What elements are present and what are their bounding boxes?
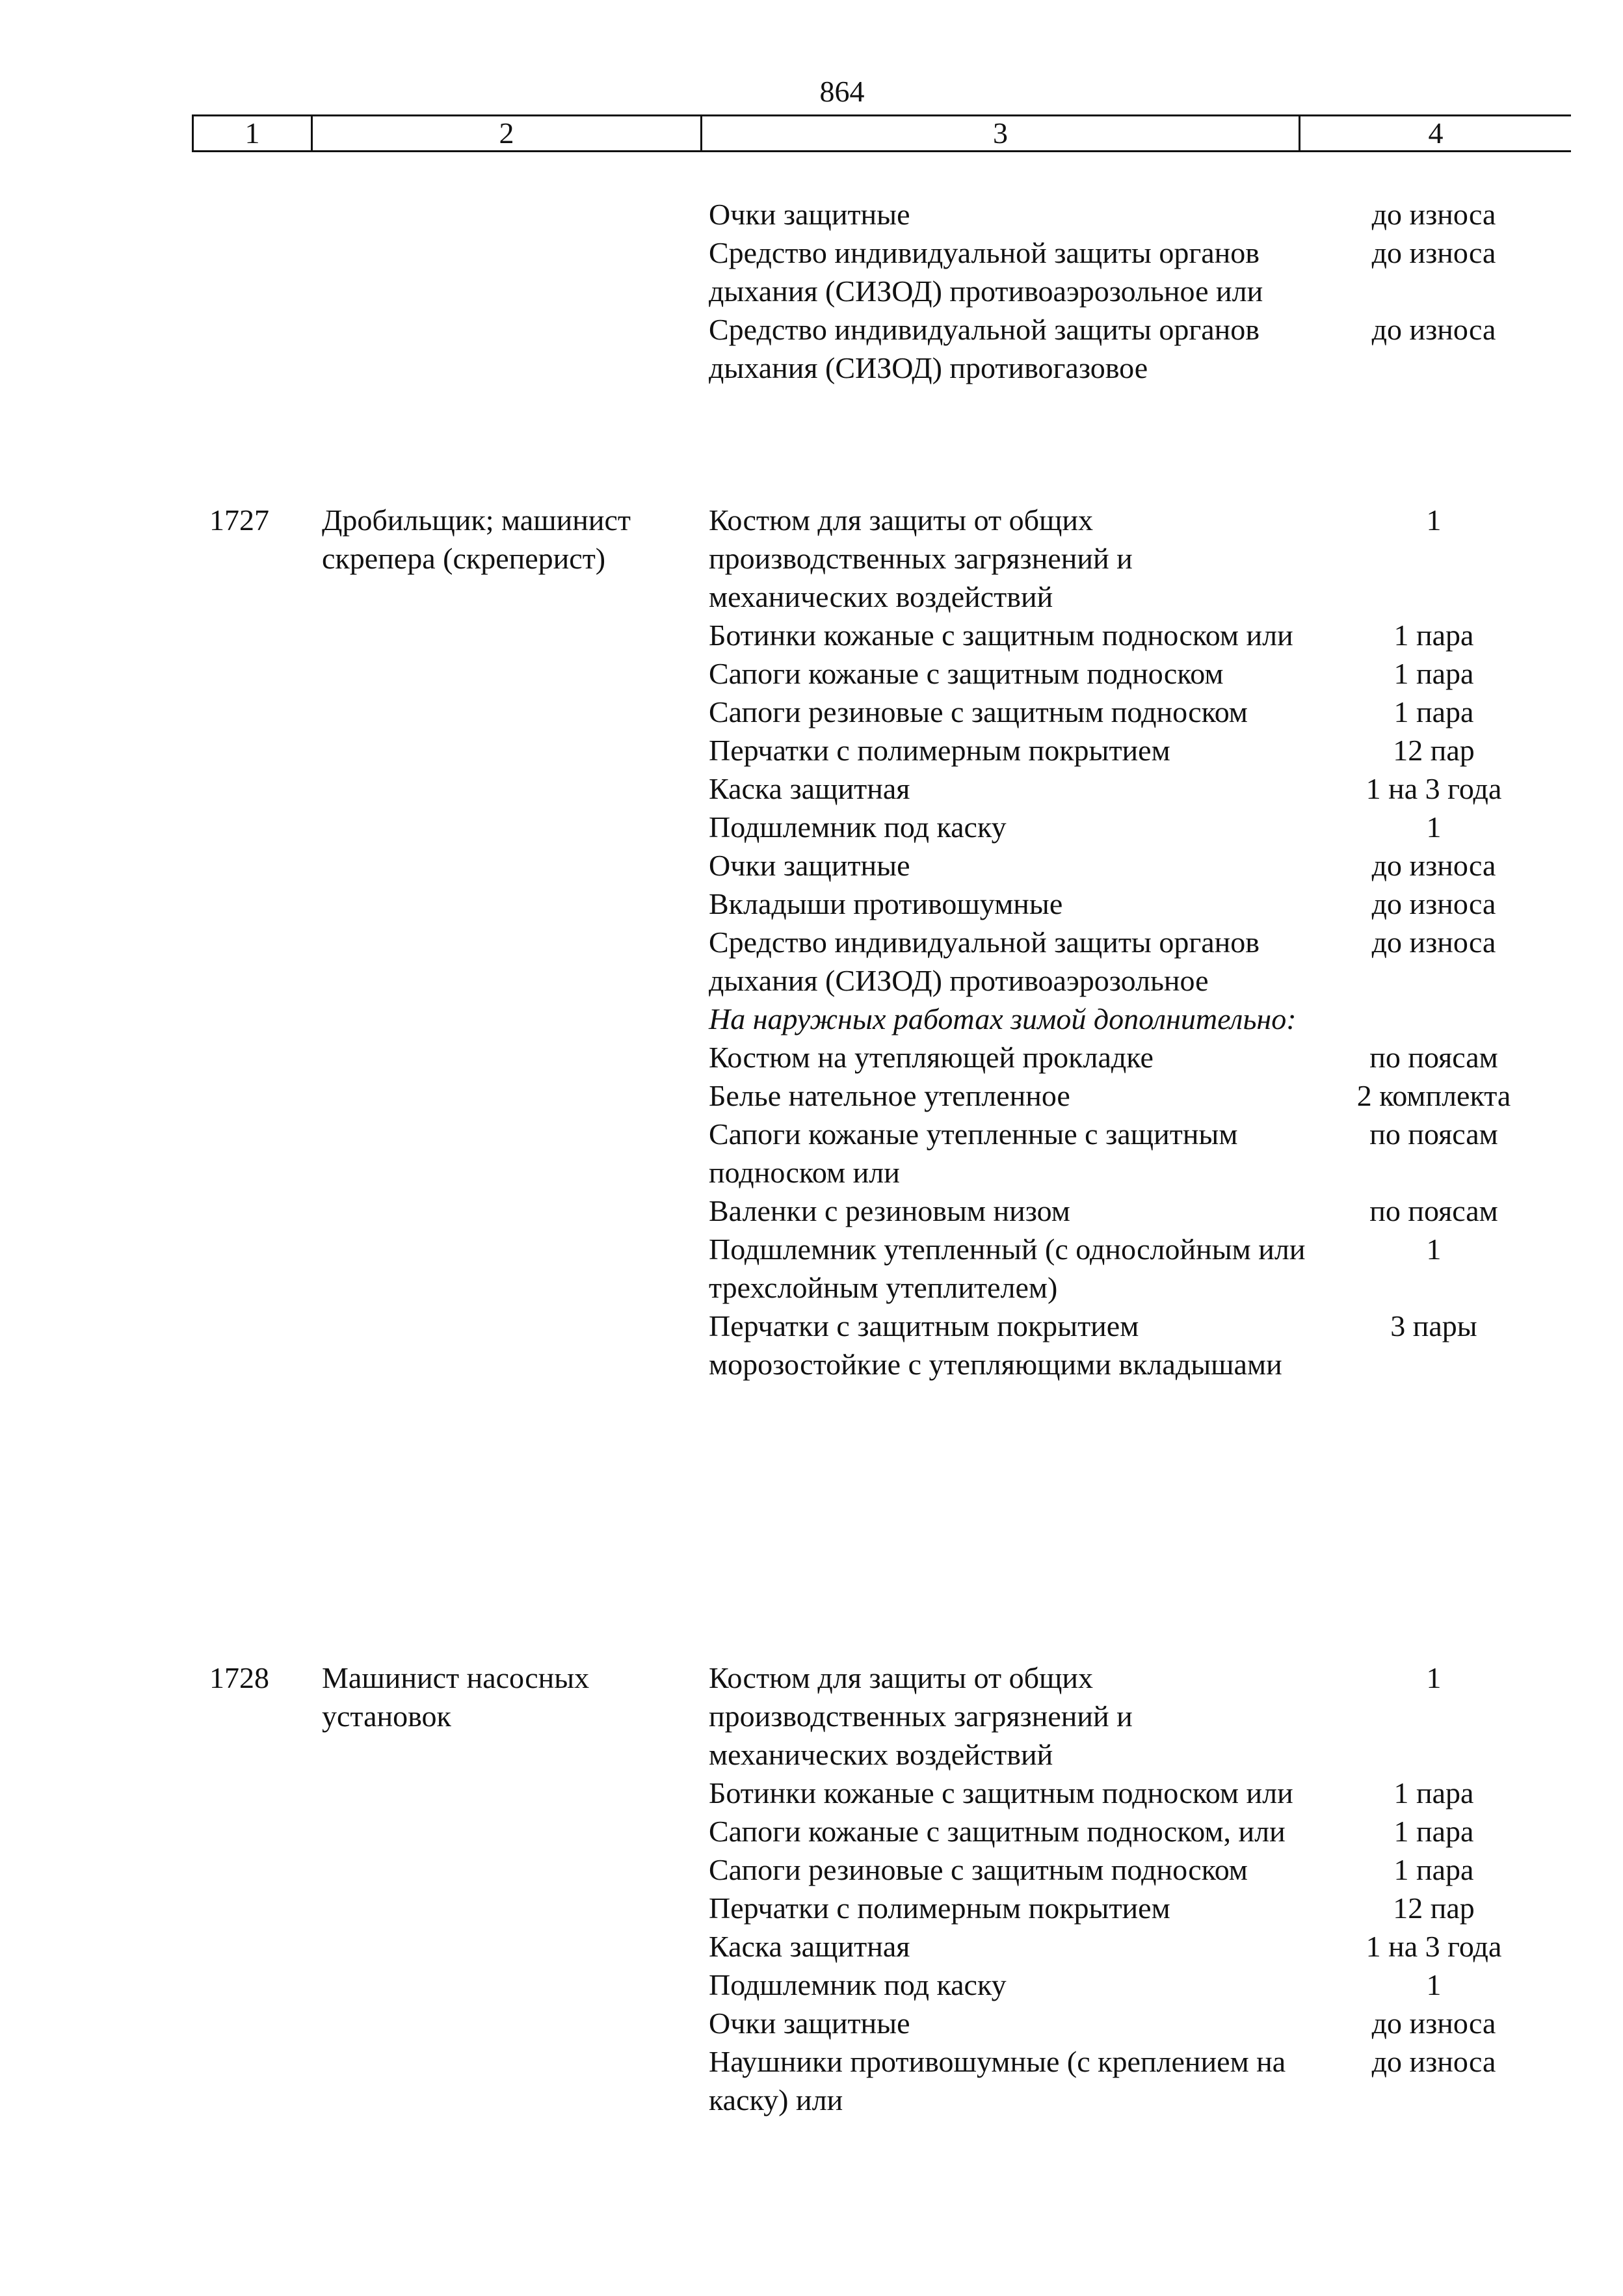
item-name: Подшлемник под каску <box>709 1968 1007 2001</box>
list-item <box>709 1307 1606 1383</box>
item-norm: до износа <box>1371 198 1496 231</box>
list-item <box>709 1966 1606 2004</box>
item-norm: 1 <box>1426 810 1442 844</box>
item-norm: 1 на 3 года <box>1366 772 1502 805</box>
item-name: Сапоги кожаные с защитным подноском, или <box>709 1815 1286 1848</box>
table-header <box>192 114 1571 152</box>
list-item <box>709 731 1606 769</box>
row-number: 1728 <box>209 1661 269 1694</box>
item-list <box>709 195 1606 387</box>
item-norm: до износа <box>1371 849 1496 882</box>
item-name: Костюм для защиты от общих производственных загрязнений и механических воздействий <box>709 1661 1133 1771</box>
item-name: Каска защитная <box>709 1930 910 1963</box>
list-item <box>709 1850 1606 1889</box>
list-item <box>709 1889 1606 1927</box>
item-name: Сапоги резиновые с защитным подноском <box>709 1853 1248 1886</box>
item-name: Подшлемник утепленный (с однослойным или трехслойным утеплителем) <box>709 1233 1306 1304</box>
list-item <box>709 885 1606 923</box>
list-item <box>709 1927 1606 1966</box>
list-item <box>709 923 1606 1000</box>
list-item <box>709 2042 1606 2119</box>
item-name: Каска защитная <box>709 772 910 805</box>
list-item <box>709 1115 1606 1192</box>
list-item <box>709 195 1606 234</box>
item-list <box>709 501 1606 1383</box>
list-item <box>709 693 1606 731</box>
item-norm: 1 <box>1426 1661 1442 1694</box>
page-number: 864 <box>819 75 865 108</box>
list-item <box>709 1812 1606 1850</box>
item-name: Валенки с резиновым низом <box>709 1194 1070 1227</box>
item-norm: 12 пар <box>1393 734 1475 767</box>
item-name: Очки защитные <box>709 198 910 231</box>
item-norm: по поясам <box>1369 1194 1498 1227</box>
list-item <box>709 2004 1606 2042</box>
item-norm: 1 пара <box>1393 1815 1474 1848</box>
item-norm: 1 <box>1426 503 1442 537</box>
list-item <box>709 310 1606 387</box>
item-name: Очки защитные <box>709 2007 910 2040</box>
item-name: Ботинки кожаные с защитным подноском или <box>709 619 1293 652</box>
item-norm: до износа <box>1371 2007 1496 2040</box>
item-norm: до износа <box>1371 313 1496 346</box>
header-col-3: 3 <box>702 116 1300 150</box>
item-name: Перчатки с полимерным покрытием <box>709 734 1170 767</box>
item-norm: 1 пара <box>1393 1776 1474 1809</box>
list-item <box>709 808 1606 846</box>
item-norm: до износа <box>1371 2045 1496 2078</box>
item-name: Средство индивидуальной защиты органов дыхания (СИЗОД) противоаэрозольное или <box>709 236 1263 308</box>
item-name: Подшлемник под каску <box>709 810 1007 844</box>
item-norm: 2 комплекта <box>1356 1079 1511 1112</box>
item-norm: 3 пары <box>1390 1309 1477 1342</box>
item-norm: до износа <box>1371 236 1496 269</box>
item-name: Сапоги кожаные утепленные с защитным подноском или <box>709 1117 1238 1189</box>
item-name: Костюм для защиты от общих производственных загрязнений и механических воздействий <box>709 503 1133 613</box>
item-norm: по поясам <box>1369 1041 1498 1074</box>
list-item <box>709 1774 1606 1812</box>
item-norm: 1 пара <box>1393 695 1474 728</box>
item-name: Ботинки кожаные с защитным подноском или <box>709 1776 1293 1809</box>
item-name: Очки защитные <box>709 849 910 882</box>
header-col-2: 2 <box>313 116 702 150</box>
list-item <box>709 501 1606 616</box>
item-name: Перчатки с полимерным покрытием <box>709 1891 1170 1925</box>
item-name: Костюм на утепляющей прокладке <box>709 1041 1154 1074</box>
item-name: Перчатки с защитным покрытием морозостойкие с утепляющими вкладышами <box>709 1309 1282 1381</box>
list-item <box>709 234 1606 310</box>
list-item <box>709 1192 1606 1230</box>
profession-name: Дробильщик; машинист скрепера (скреперист) <box>322 503 631 575</box>
list-item <box>709 769 1606 808</box>
item-norm: 1 пара <box>1393 619 1474 652</box>
item-norm: до износа <box>1371 926 1496 959</box>
item-norm: до износа <box>1371 887 1496 920</box>
list-item <box>709 1230 1606 1307</box>
item-name: Средство индивидуальной защиты органов дыхания (СИЗОД) противоаэрозольное <box>709 926 1260 997</box>
item-norm: 1 <box>1426 1233 1442 1266</box>
item-name: Средство индивидуальной защиты органов дыхания (СИЗОД) противогазовое <box>709 313 1260 384</box>
item-name: Белье нательное утепленное <box>709 1079 1070 1112</box>
list-item <box>709 1659 1606 1774</box>
item-list <box>709 1659 1606 2119</box>
section-subheading: На наружных работах зимой дополнительно: <box>709 1002 1297 1035</box>
item-name: Сапоги резиновые с защитным подноском <box>709 695 1248 728</box>
item-norm: 1 на 3 года <box>1366 1930 1502 1963</box>
item-name: Наушники противошумные (с креплением на каску) или <box>709 2045 1286 2116</box>
item-norm: 1 пара <box>1393 1853 1474 1886</box>
list-item <box>709 1076 1606 1115</box>
header-col-1: 1 <box>194 116 313 150</box>
list-item <box>709 1038 1606 1076</box>
profession-name: Машинист насосных установок <box>322 1661 590 1733</box>
list-item <box>709 616 1606 654</box>
list-item <box>709 846 1606 885</box>
item-norm: 1 пара <box>1393 657 1474 690</box>
item-norm: 1 <box>1426 1968 1442 2001</box>
item-name: Сапоги кожаные с защитным подноском <box>709 657 1224 690</box>
header-col-4: 4 <box>1428 116 1444 150</box>
item-norm: по поясам <box>1369 1117 1498 1151</box>
row-number: 1727 <box>209 503 269 537</box>
item-name: Вкладыши противошумные <box>709 887 1063 920</box>
item-norm: 12 пар <box>1393 1891 1475 1925</box>
list-item <box>709 1000 1606 1038</box>
list-item <box>709 654 1606 693</box>
